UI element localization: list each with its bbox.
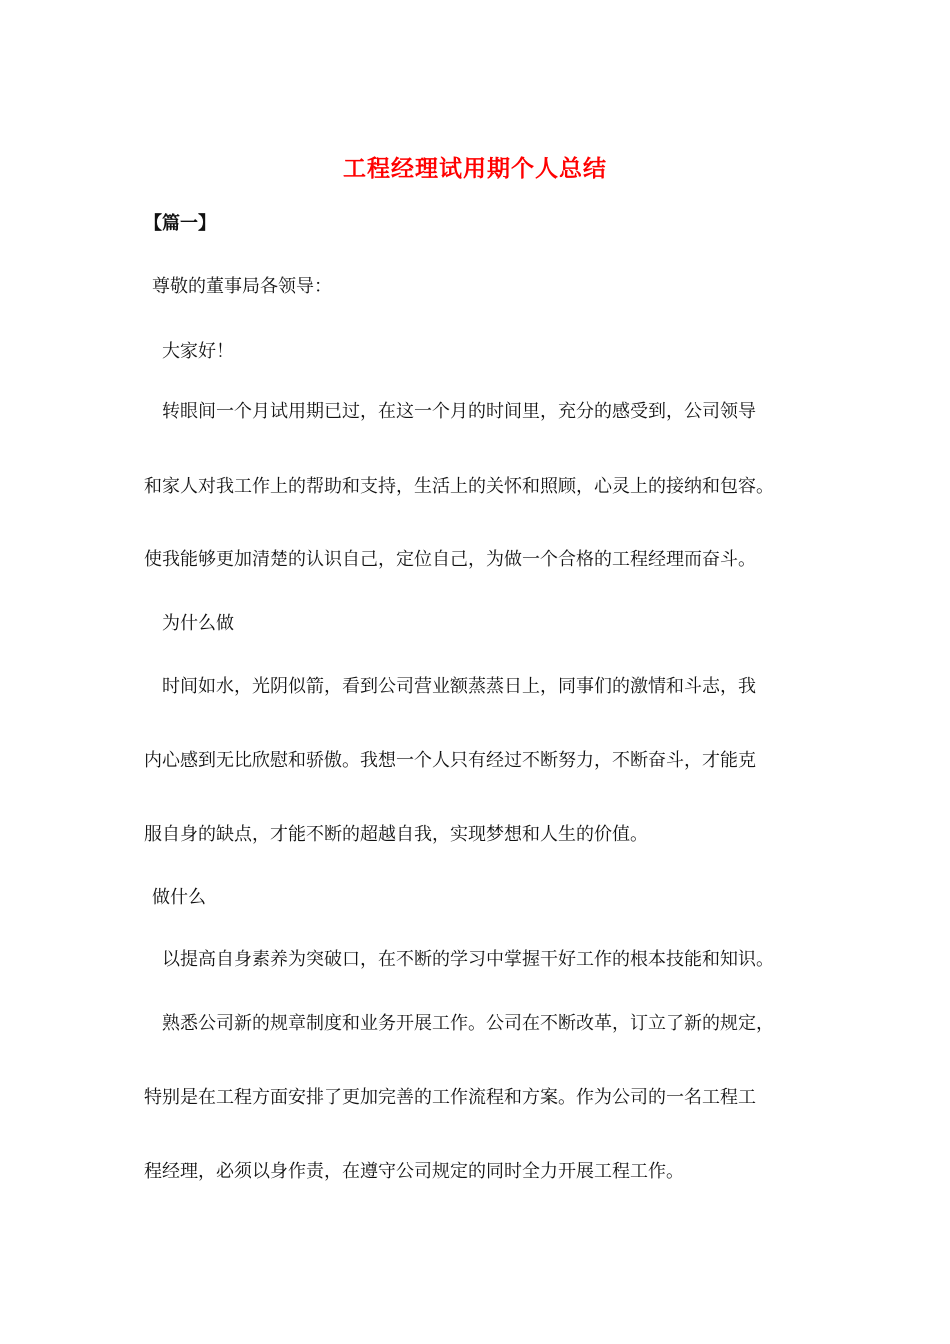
paragraph-line: 使我能够更加清楚的认识自己，定位自己，为做一个合格的工程经理而奋斗。 <box>144 549 756 570</box>
subheading-why: 为什么做 <box>162 613 234 634</box>
paragraph-line: 服自身的缺点，才能不断的超越自我，实现梦想和人生的价值。 <box>144 824 648 845</box>
paragraph-line: 时间如水，光阴似箭，看到公司营业额蒸蒸日上，同事们的激情和斗志，我 <box>162 676 756 697</box>
paragraph-line: 内心感到无比欣慰和骄傲。我想一个人只有经过不断努力，不断奋斗，才能克 <box>144 750 756 771</box>
paragraph-line: 熟悉公司新的规章制度和业务开展工作。公司在不断改革，订立了新的规定， <box>162 1013 774 1034</box>
paragraph-line: 和家人对我工作上的帮助和支持，生活上的关怀和照顾，心灵上的接纳和包容。 <box>144 476 774 497</box>
paragraph-line: 特别是在工程方面安排了更加完善的工作流程和方案。作为公司的一名工程工 <box>144 1087 756 1108</box>
paragraph-line: 以提高自身素养为突破口，在不断的学习中掌握干好工作的根本技能和知识。 <box>162 949 774 970</box>
salutation: 尊敬的董事局各领导： <box>152 276 332 297</box>
paragraph-line: 转眼间一个月试用期已过，在这一个月的时间里，充分的感受到，公司领导 <box>162 401 756 422</box>
document-title: 工程经理试用期个人总结 <box>343 155 607 182</box>
greeting: 大家好！ <box>162 341 234 362</box>
paragraph-line: 程经理，必须以身作责，在遵守公司规定的同时全力开展工程工作。 <box>144 1161 684 1182</box>
section-label: 【篇一】 <box>144 213 216 234</box>
subheading-what: 做什么 <box>152 887 206 908</box>
